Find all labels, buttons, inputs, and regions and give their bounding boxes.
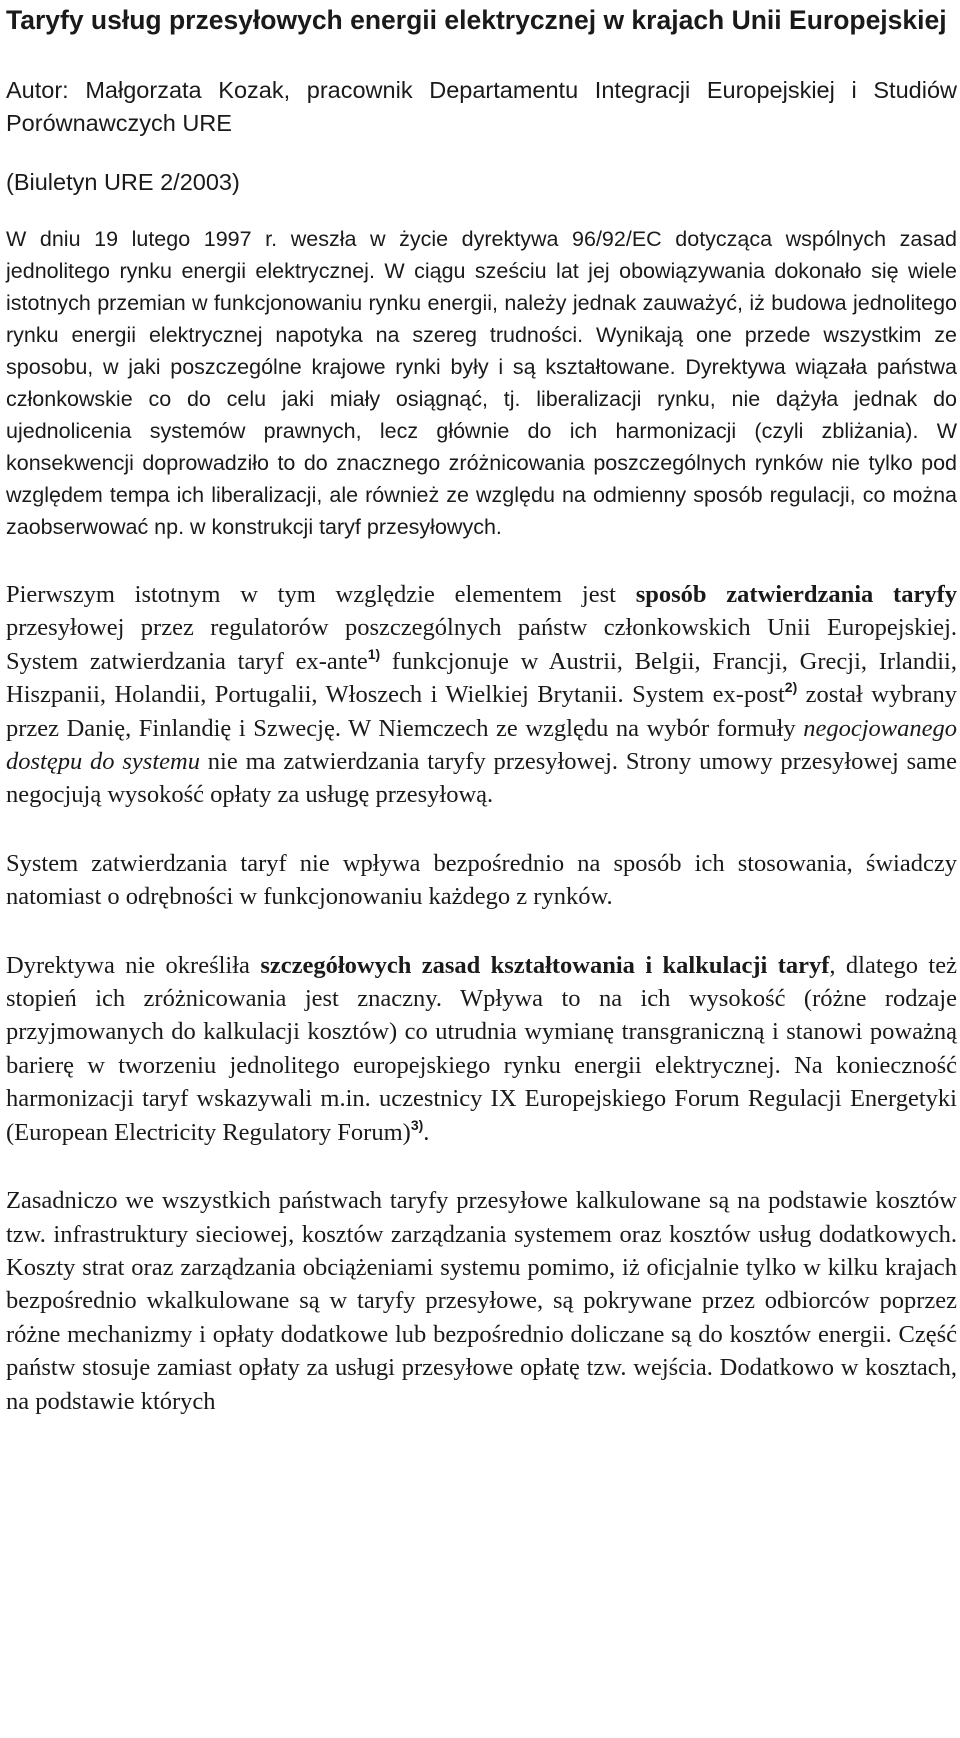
- text: przesyłowej przez regulatorów poszczególnych państw członkowskich Unii Europejskiej. System zatwierdzania taryf ex-ante: [6, 614, 957, 675]
- text: , dlatego też stopień ich zróżnicowania jest znaczny. Wpływa to na ich wysokość (różne rodzaje przyjmowanych do kalkulacji kosztów) co utrudnia wymianę transgraniczną i stanowi poważną barierę w tworzeniu jednolitego europejskiego rynku energii elektrycznej. Na konieczność harmonizacji taryf wskazywali m.in. uczestnicy IX Europejskiego Forum Regulacji Energetyki (European Electricity Regulatory Forum): [6, 951, 957, 1146]
- paragraph-4: [6, 949, 957, 1149]
- text: funkcjonuje w Austrii, Belgii, Francji, Grecji, Irlandii, Hiszpanii, Holandii, Portugalii, Włoszech i Wielkiej Brytanii. System ex-post: [6, 647, 957, 709]
- paragraph-3: System zatwierdzania taryf nie wpływa bezpośrednio na sposób ich stosowania, świadczy natomiast o odrębności w funkcjonowaniu każdego z rynków.: [6, 849, 957, 911]
- bulletin-reference: (Biuletyn URE 2/2003): [6, 169, 240, 195]
- author-line: Autor: Małgorzata Kozak, pracownik Departamentu Integracji Europejskiej i Studiów Porównawczych URE: [6, 77, 957, 136]
- text: Pierwszym istotnym w tym względzie elementem jest: [6, 581, 636, 608]
- footnote-ref-1[interactable]: 1): [367, 645, 381, 662]
- text: Dyrektywa nie określiła: [6, 951, 261, 979]
- text: nie ma zatwierdzania taryfy przesyłowej. Strony umowy przesyłowej same negocjują wysokość opłaty za usługę przesyłową.: [6, 748, 957, 809]
- document-title: Taryfy usług przesyłowych energii elektrycznej w krajach Unii Europejskiej: [6, 5, 947, 35]
- italic-phrase: negocjowanego dostępu do systemu: [6, 714, 957, 776]
- footnote-ref-3[interactable]: 3): [410, 1116, 424, 1133]
- paragraph-2: [6, 578, 957, 812]
- footnote-ref-2[interactable]: 2): [784, 679, 798, 696]
- paragraph-5: Zasadniczo we wszystkich państwach taryfy przesyłowe kalkulowane są na podstawie kosztów tzw. infrastruktury sieciowej, kosztów zarządzania systemem oraz kosztów usług dodatkowych. Koszty strat oraz zarządzania obciążeniami systemu pomimo, iż oficjalnie tylko w kilku krajach bezpośrednio wkalkulowane są w taryfy przesyłowe, są pokrywane przez odbiorców poprzez różne mechanizmy i opłaty dodatkowe lub bezpośrednio doliczane są do kosztów energii. Część państw stosuje zamiast opłaty za usługi przesyłowe opłatę tzw. wejścia. Dodatkowo w kosztach, na podstawie których: [6, 1187, 957, 1415]
- text: został wybrany przez Danię, Finlandię i Szwecję. W Niemczech ze względu na wybór formuły: [6, 681, 957, 742]
- bold-phrase: szczegółowych zasad kształtowania i kalkulacji taryf: [260, 951, 830, 979]
- bold-phrase: sposób zatwierdzania taryfy: [635, 581, 957, 608]
- text: .: [423, 1118, 430, 1146]
- paragraph-1: W dniu 19 lutego 1997 r. weszła w życie dyrektywa 96/92/EC dotycząca wspólnych zasad jednolitego rynku energii elektrycznej. W ciągu sześciu lat jej obowiązywania dokonało się wiele istotnych przemian w funkcjonowaniu rynku energii, należy jednak zauważyć, iż budowa jednolitego rynku energii elektrycznej napotyka na szereg trudności. Wynikają one przede wszystkim ze sposobu, w jaki poszczególne krajowe rynki były i są kształtowane. Dyrektywa wiązała państwa członkowskie co do celu jaki miały osiągnąć, tj. liberalizacji rynku, nie dążyła jednak do ujednolicenia systemów prawnych, lecz głównie do ich harmonizacji (czyli zbliżania). W konsekwencji doprowadziło to do znacznego zróżnicowania poszczególnych rynków nie tylko pod względem tempa ich liberalizacji, ale również ze względu na odmienny sposób regulacji, co można zaobserwować np. w konstrukcji taryf przesyłowych.: [6, 227, 957, 539]
